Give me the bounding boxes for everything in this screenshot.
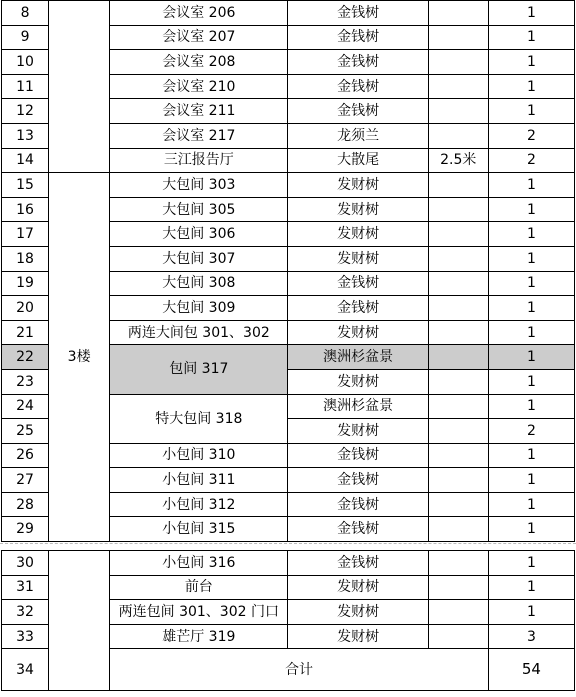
room-cell: 大包间 309	[110, 296, 288, 321]
room-cell: 小包间 311	[110, 468, 288, 493]
quantity-cell: 2	[488, 148, 574, 173]
plant-cell: 金钱树	[288, 443, 428, 468]
plant-cell: 金钱树	[288, 271, 428, 296]
table-row	[2, 1, 575, 26]
spec-cell	[428, 173, 488, 198]
quantity-cell: 1	[488, 296, 574, 321]
row-number-cell: 32	[2, 600, 49, 625]
row-number-cell: 27	[2, 468, 49, 493]
spec-cell	[428, 624, 488, 649]
room-cell: 特大包间 318	[110, 394, 288, 443]
room-cell: 大包间 308	[110, 271, 288, 296]
row-number-cell: 8	[2, 1, 49, 26]
room-cell: 前台	[110, 575, 288, 600]
plant-cell: 金钱树	[288, 517, 428, 542]
floor-cell-blank	[49, 1, 110, 173]
room-cell: 大包间 306	[110, 222, 288, 247]
row-number-cell: 34	[2, 649, 49, 691]
spec-cell	[428, 492, 488, 517]
row-number-cell: 24	[2, 394, 49, 419]
plant-cell: 发财树	[288, 600, 428, 625]
total-label-cell: 合计	[110, 649, 489, 691]
quantity-cell: 1	[488, 99, 574, 124]
spec-cell	[428, 517, 488, 542]
quantity-cell: 1	[488, 25, 574, 50]
total-quantity-cell: 54	[488, 649, 574, 691]
quantity-cell: 2	[488, 123, 574, 148]
quantity-cell: 1	[488, 492, 574, 517]
plant-cell: 发财树	[288, 222, 428, 247]
spec-cell	[428, 369, 488, 394]
spec-cell	[428, 419, 488, 444]
spec-cell	[428, 345, 488, 370]
row-number-cell: 12	[2, 99, 49, 124]
quantity-cell: 1	[488, 197, 574, 222]
row-number-cell: 21	[2, 320, 49, 345]
quantity-cell: 1	[488, 551, 574, 576]
quantity-cell: 1	[488, 50, 574, 75]
plant-cell: 发财树	[288, 369, 428, 394]
room-cell: 两连包间 301、302 门口	[110, 600, 288, 625]
spec-cell	[428, 320, 488, 345]
room-cell: 会议室 207	[110, 25, 288, 50]
row-number-cell: 14	[2, 148, 49, 173]
spec-cell	[428, 575, 488, 600]
spec-cell	[428, 394, 488, 419]
plant-cell: 金钱树	[288, 551, 428, 576]
row-number-cell: 18	[2, 246, 49, 271]
plant-cell: 金钱树	[288, 25, 428, 50]
spec-cell	[428, 551, 488, 576]
plant-cell: 发财树	[288, 173, 428, 198]
quantity-cell: 1	[488, 1, 574, 26]
row-number-cell: 19	[2, 271, 49, 296]
row-number-cell: 13	[2, 123, 49, 148]
spec-cell	[428, 468, 488, 493]
quantity-cell: 1	[488, 394, 574, 419]
plant-cell: 发财树	[288, 320, 428, 345]
spec-cell	[428, 222, 488, 247]
plant-inventory-table-bottom	[1, 550, 575, 691]
room-cell: 会议室 217	[110, 123, 288, 148]
floor-cell-3f: 3楼	[49, 173, 110, 542]
row-number-cell: 10	[2, 50, 49, 75]
row-number-cell: 28	[2, 492, 49, 517]
row-number-cell: 23	[2, 369, 49, 394]
table-row	[2, 173, 575, 198]
row-number-cell: 15	[2, 173, 49, 198]
row-number-cell: 30	[2, 551, 49, 576]
plant-cell: 金钱树	[288, 1, 428, 26]
spec-cell	[428, 50, 488, 75]
room-cell: 小包间 310	[110, 443, 288, 468]
room-cell: 会议室 208	[110, 50, 288, 75]
plant-cell: 金钱树	[288, 99, 428, 124]
plant-cell: 金钱树	[288, 492, 428, 517]
room-cell: 小包间 315	[110, 517, 288, 542]
plant-cell: 金钱树	[288, 468, 428, 493]
row-number-cell: 22	[2, 345, 49, 370]
spec-cell	[428, 443, 488, 468]
spec-cell: 2.5米	[428, 148, 488, 173]
plant-cell: 澳洲杉盆景	[288, 345, 428, 370]
row-number-cell: 17	[2, 222, 49, 247]
row-number-cell: 9	[2, 25, 49, 50]
quantity-cell: 1	[488, 600, 574, 625]
row-number-cell: 16	[2, 197, 49, 222]
quantity-cell: 1	[488, 246, 574, 271]
room-cell: 大包间 305	[110, 197, 288, 222]
spec-cell	[428, 197, 488, 222]
row-number-cell: 20	[2, 296, 49, 321]
plant-cell: 发财树	[288, 197, 428, 222]
plant-cell: 龙须兰	[288, 123, 428, 148]
room-cell: 雄芒厅 319	[110, 624, 288, 649]
row-number-cell: 31	[2, 575, 49, 600]
plant-cell: 金钱树	[288, 74, 428, 99]
plant-cell: 澳洲杉盆景	[288, 394, 428, 419]
quantity-cell: 1	[488, 320, 574, 345]
page-break-gap	[0, 543, 576, 550]
table-row	[2, 551, 575, 576]
spec-cell	[428, 99, 488, 124]
quantity-cell: 2	[488, 419, 574, 444]
spec-cell	[428, 600, 488, 625]
plant-cell: 发财树	[288, 419, 428, 444]
spec-cell	[428, 25, 488, 50]
room-cell: 小包间 312	[110, 492, 288, 517]
quantity-cell: 1	[488, 517, 574, 542]
quantity-cell: 1	[488, 173, 574, 198]
room-cell: 会议室 206	[110, 1, 288, 26]
spec-cell	[428, 74, 488, 99]
quantity-cell: 1	[488, 345, 574, 370]
plant-cell: 大散尾	[288, 148, 428, 173]
plant-inventory-table-top	[1, 0, 575, 542]
plant-cell: 金钱树	[288, 296, 428, 321]
spec-cell	[428, 271, 488, 296]
quantity-cell: 1	[488, 74, 574, 99]
row-number-cell: 33	[2, 624, 49, 649]
row-number-cell: 11	[2, 74, 49, 99]
quantity-cell: 1	[488, 222, 574, 247]
quantity-cell: 1	[488, 468, 574, 493]
room-cell: 大包间 307	[110, 246, 288, 271]
spec-cell	[428, 296, 488, 321]
plant-cell: 发财树	[288, 575, 428, 600]
room-cell: 三江报告厅	[110, 148, 288, 173]
quantity-cell: 1	[488, 575, 574, 600]
spec-cell	[428, 246, 488, 271]
room-cell: 大包间 303	[110, 173, 288, 198]
plant-cell: 发财树	[288, 246, 428, 271]
row-number-cell: 26	[2, 443, 49, 468]
room-cell: 会议室 211	[110, 99, 288, 124]
quantity-cell: 1	[488, 369, 574, 394]
plant-cell: 发财树	[288, 624, 428, 649]
row-number-cell: 25	[2, 419, 49, 444]
row-number-cell: 29	[2, 517, 49, 542]
room-cell: 两连大间包 301、302	[110, 320, 288, 345]
quantity-cell: 1	[488, 443, 574, 468]
quantity-cell: 1	[488, 271, 574, 296]
quantity-cell: 3	[488, 624, 574, 649]
floor-cell-blank	[49, 551, 110, 691]
room-cell: 会议室 210	[110, 74, 288, 99]
spec-cell	[428, 123, 488, 148]
room-cell: 包间 317	[110, 345, 288, 394]
plant-cell: 金钱树	[288, 50, 428, 75]
spec-cell	[428, 1, 488, 26]
room-cell: 小包间 316	[110, 551, 288, 576]
